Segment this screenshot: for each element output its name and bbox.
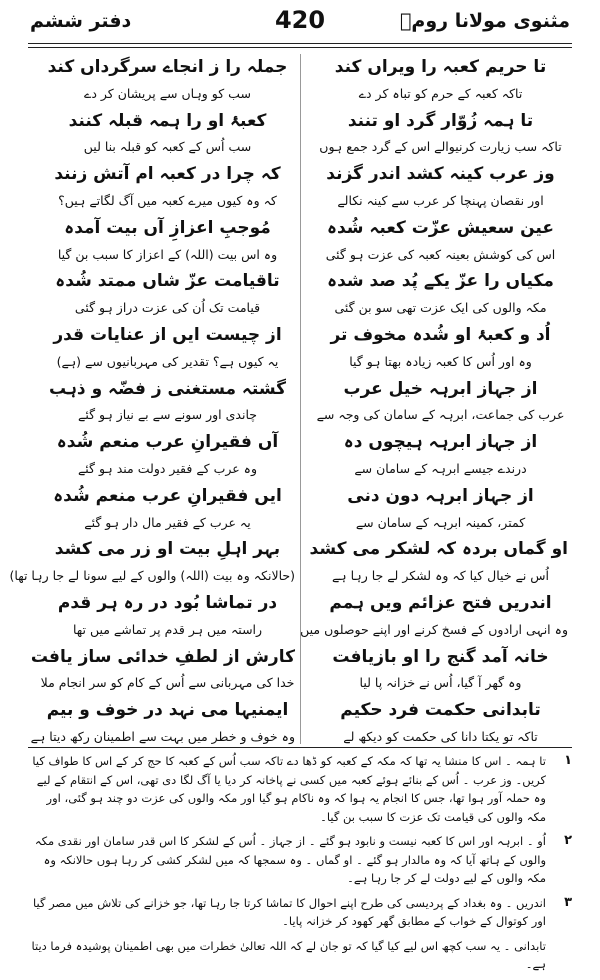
translation-line: سب اُس کے کعبہ کو قبلہ بنا لیں [83, 139, 252, 155]
verse-line: بہر اہلِ بیت او زر می کشد [54, 539, 281, 560]
translation-line: قیامت تک اُن کی عزت دراز ہو گئی [74, 300, 261, 316]
footnote [28, 832, 572, 888]
verse-line: جملہ را ز انجاے سرگرداں کند [47, 57, 288, 77]
verse-line: تا حریم کعبہ را ویراں کند [334, 57, 547, 77]
verse-line: ایں فقیرانِ عرب منعم شُدہ [53, 485, 282, 506]
translation-line: وہ خوف و خطر میں بہت سے اطمینان رکھ دیتا ہے [30, 728, 295, 744]
footnote-text: اُو ۔ ابرہہ اور اس کا کعبہ نیست و نابود ہو گئے ۔ از جہاز ۔ اُس کے لشکر کا اس قدر سامان اور نقدی مکہ والوں کے ہاتھ آیا کہ وہ مالدار ہو گئے ۔ او گماں ۔ وہ سمجھا کہ میں لشکر کشی کر رہا ہوں حالانکہ وہ مکہ والوں کے لیے دولت لے کر جا رہا ہے۔ [34, 834, 546, 885]
translation-line: اُس نے خیال کیا کہ وہ لشکر لے جا رہا ہے [331, 568, 550, 584]
verse-line: کہ چرا در کعبہ ام آتش زنند [54, 164, 281, 185]
verse-line: مکیاں را عزّ یکے پُد صد شدہ [327, 271, 554, 292]
translation-line: وہ انہی ارادوں کے فسخ کرنے اور اپنے حوصلوں میں [300, 621, 568, 637]
translation-line: وہ گھر آ گیا، اُس نے خزانہ پا لیا [359, 675, 522, 691]
translation-line: وہ اس بیت (اللہ) کے اعزاز کا سبب بن گیا [57, 246, 278, 262]
header-rule-thin [28, 47, 572, 48]
translation-line: درندے جیسے ابرہہ کے سامان سے [354, 460, 527, 476]
verse-line: او گماں بردہ کہ لشکر می کشد [309, 539, 568, 560]
verse-line: از جہاز ابرہہ ہیچوں دہ [343, 432, 538, 453]
verse-line: اندریں فتح عزائم ویں ہمم [329, 592, 552, 613]
verse-line: گشتہ مستغنی ز فضّہ و ذہب [48, 378, 287, 399]
translation-line: راستہ میں ہر قدم پر تماشے میں تھا [72, 621, 263, 637]
verse-line: کعبۂ او را ہمہ قبلہ کنند [68, 110, 267, 131]
book-title: مثنوی مولانا رومؒ [400, 10, 570, 32]
verse-line: تابدانی حکمت فرد حکیم [340, 700, 541, 721]
footnote-number: ۳ [564, 894, 572, 910]
right-column [300, 54, 568, 751]
footnote-number: ۲ [564, 833, 572, 848]
translation-line: اس کی کوشش بعینہ کعبہ کی عزت ہو گئی [325, 246, 556, 262]
footnote-text: تابدانی ۔ یہ سب کچھ اس لیے کیا گیا کہ تو جان لے کہ اللہ تعالیٰ خطرات میں بھی اطمینان پوشیدہ فرما دیتا ہے۔ [31, 938, 546, 971]
translation-line: عرب کی جماعت، ابرہہ کے سامان کی وجہ سے [316, 407, 565, 423]
translation-line: یہ کیوں ہے؟ تقدیر کی مہربانیوں سے (ہے) [56, 353, 279, 369]
verse-line: در تماشا بُود در رہ ہر قدم [57, 592, 278, 613]
translation-line: مکہ والوں کی ایک عزت تھی سو بن گئی [334, 300, 547, 316]
translation-line: یہ عرب کے فقیر مال دار ہو گئے [84, 514, 251, 530]
verse-line: ایمنیہا می نہد در خوف و بیم [46, 700, 289, 721]
translation-line: تاکہ سب زیارت کرنیوالے اس کے گرد جمع ہوں [319, 139, 562, 155]
translation-line: (حالانکہ وہ بیت (اللہ) والوں کے لیے سونا لے جا رہا تھا) [9, 568, 295, 584]
translation-line: کہ وہ کیوں میرے کعبہ میں آگ لگاتے ہیں؟ [58, 192, 277, 208]
translation-line: کمتر، کمینہ ابرہہ کے سامان سے [355, 514, 526, 530]
header-rule [28, 43, 572, 44]
page-number: 420 [274, 6, 326, 34]
page-header [30, 6, 570, 42]
verse-line: از چیست ایں از عنایات قدر [53, 324, 282, 345]
footnote [28, 937, 572, 974]
volume-title: دفتر ششم [30, 10, 132, 32]
translation-line: وہ عرب کے فقیر دولت مند ہو گئے [77, 460, 258, 476]
footnote-text: اندریں ۔ وہ بغداد کے پردیسی کی طرح اپنے احوال کا تماشا کرتا جا رہا تھا، جو خزانے کی تلاش میں مصر گیا اور کوتوال کے خواب کے مطابق گھر کھود کر خزانہ پایا۔ [32, 895, 546, 928]
translation-line: وہ اور اُس کا کعبہ زیادہ بھتا ہو گیا [349, 353, 532, 369]
translation-line: خدا کی مہربانی سے اُس کے کام کو سر انجام ملا [40, 675, 295, 691]
translation-line: چاندی اور سونے سے بے نیاز ہو گئے [78, 407, 257, 423]
verse-line: عین سعیش عزّت کعبہ شُدہ [327, 217, 554, 238]
verse-line: از جہاز ابرہہ دون دنی [347, 485, 534, 506]
footnote-number: ۱ [564, 753, 572, 768]
verse-line: آں فقیرانِ عرب منعم شُدہ [56, 432, 279, 453]
footnote-rule [28, 747, 572, 748]
verse-line: تاقیامت عزّ شاں ممتد شُدہ [55, 271, 280, 292]
footnote [28, 752, 572, 826]
verse-line: وز عرب کینہ کشد اندر گزند [326, 164, 555, 185]
verse-line: اُد و کعبۂ او شُدہ مخوف تر [330, 324, 551, 345]
verse-line: کارش از لطفِ خدائی ساز یافت [30, 646, 295, 667]
translation-line: سب کو وہاں سے پریشان کر دے [84, 85, 251, 101]
column-divider [300, 54, 301, 744]
verse-line: مُوجبِ اعزازِ آں بیت آمدہ [64, 217, 271, 238]
translation-line: اور نقصان پہنچا کر عرب سے کینہ نکالے [337, 192, 544, 208]
footnote-text: تا ہمہ ۔ اس کا منشا یہ تھا کہ مکہ کے کعبہ کو ڈھا دے تاکہ سب اُس کے کعبہ کا حج کر کے اس کا طواف کیا کریں۔ وز عرب ۔ اُس کے بنائے ہوئے کعبہ میں کسی نے پاخانہ کر دیا یا آگ لگا دی تھی، اس کے انتقام کے لیے وہ حملہ آور ہوا تھا، جس کا انجام یہ ہوا کہ وہ ناکام ہو گیا اور مکہ والوں کی عزت دو چند ہو گئی، اور مکہ والوں کی قیامت تک عزت کا سبب بن گیا۔ [32, 754, 546, 824]
verse-line: تا ہمہ زُوّار گرد او تنند [347, 110, 534, 131]
verse-line: از جہاز ابرہہ خیل عرب [343, 378, 538, 399]
footnotes [28, 752, 572, 980]
translation-line: تاکہ کعبہ کے حرم کو تباہ کر دے [358, 85, 523, 101]
left-column [9, 54, 295, 751]
translation-line: تاکہ تو یکتا دانا کی حکمت کو دیکھ لے [343, 728, 538, 744]
footnote [28, 894, 572, 931]
verse-line: خانہ آمد گنج را او بازیافت [332, 646, 549, 667]
